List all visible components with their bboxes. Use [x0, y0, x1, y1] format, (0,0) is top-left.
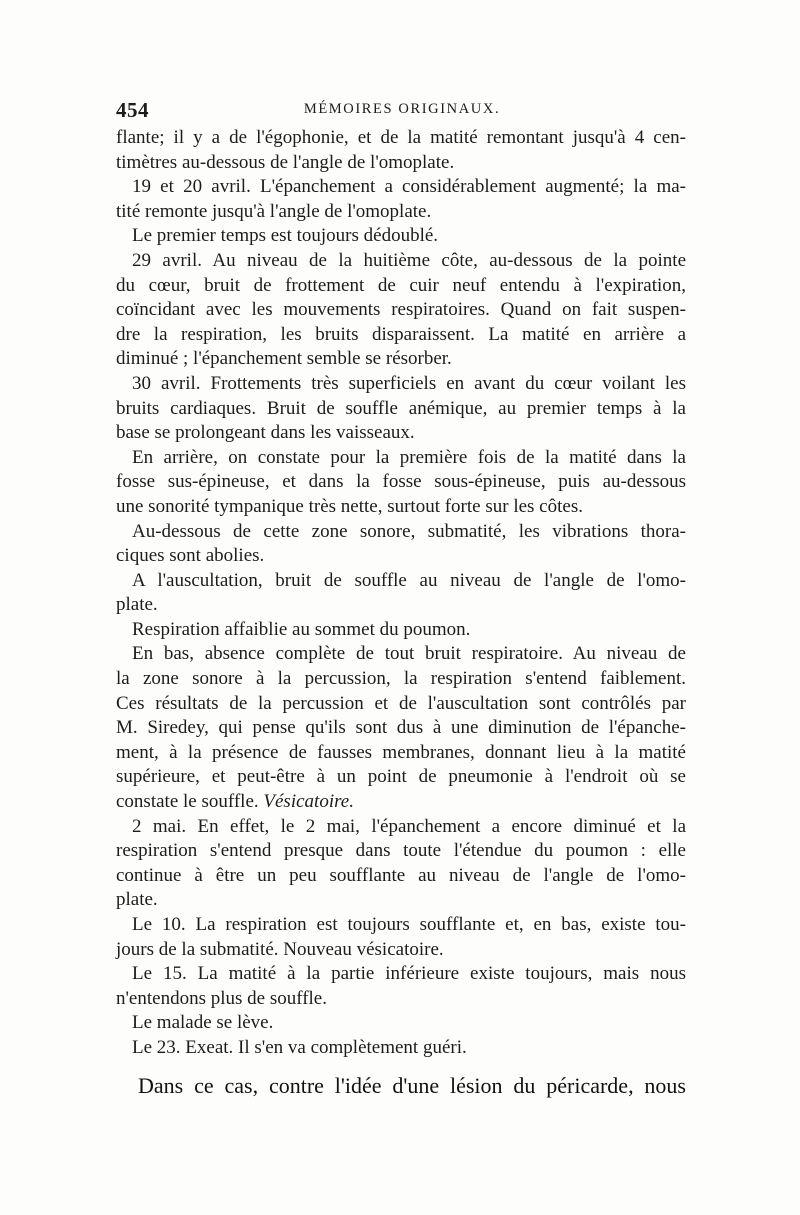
text-line	[116, 790, 686, 815]
text-line: 30 avril. Frottements très superficiels en avant du cœur voilant les	[132, 372, 686, 394]
text-line: une sonorité tympanique très nette, surtout forte sur les côtes.	[116, 495, 583, 517]
text-line: Ces résultats de la percussion et de l'auscultation sont contrôlés par	[116, 692, 686, 714]
text-line: 19 et 20 avril. L'épanchement a considérablement augmenté; la ma-	[132, 176, 686, 198]
text-line: continue à être un peu soufflante au niveau de l'angle de l'omo-	[116, 864, 686, 886]
page-header	[116, 98, 688, 126]
text-line: Respiration affaiblie au sommet du poumon.	[132, 618, 471, 640]
text-line: coïncidant avec les mouvements respiratoires. Quand on fait suspen-	[116, 299, 686, 321]
text-line: n'entendons plus de souffle.	[116, 987, 327, 1009]
text-line: En arrière, on constate pour la première fois de la matité dans la	[132, 446, 686, 468]
text-line: 29 avril. Au niveau de la huitième côte, au-dessous de la pointe	[132, 249, 686, 271]
text-line: Le malade se lève.	[132, 1012, 274, 1034]
text-line: Le premier temps est toujours dédoublé.	[132, 225, 439, 247]
text-line: du cœur, bruit de frottement de cuir neuf entendu à l'expiration,	[116, 274, 686, 296]
text-line: plate.	[116, 889, 158, 911]
running-title: MÉMOIRES ORIGINAUX.	[303, 101, 501, 117]
italic-term: Vésicatoire.	[263, 791, 354, 813]
text-line: diminué ; l'épanchement semble se résorber.	[116, 348, 452, 370]
page-number: 454	[116, 98, 149, 122]
text-line: fosse sus-épineuse, et dans la fosse sous-épineuse, puis au-dessous	[116, 471, 686, 493]
text-line: M. Siredey, qui pense qu'ils sont dus à une diminution de l'épanche-	[116, 717, 686, 739]
text-line: ment, à la présence de fausses membranes, donnant lieu à la matité	[116, 741, 686, 763]
text-line: Le 15. La matité à la partie inférieure existe toujours, mais nous	[132, 963, 686, 985]
text-line: Le 10. La respiration est toujours soufflante et, en bas, existe tou-	[132, 914, 686, 935]
text-line: Dans ce cas, contre l'idée d'une lésion du péricarde, nous	[138, 1072, 686, 1098]
text-line: plate.	[116, 594, 158, 616]
text-line: base se prolongeant dans les vaisseaux.	[116, 422, 415, 444]
text-line: supérieure, et peut-être à un point de pneumonie à l'endroit où se	[116, 766, 686, 788]
text-line: flante; il y a de l'égophonie, et de la matité remontant jusqu'à 4 cen-	[116, 127, 686, 148]
text-line: En bas, absence complète de tout bruit respiratoire. Au niveau de	[132, 643, 686, 665]
text-line: la zone sonore à la percussion, la respiration s'entend faiblement.	[116, 668, 686, 690]
text-line: jours de la submatité. Nouveau vésicatoire.	[116, 938, 444, 960]
text-line: Au-dessous de cette zone sonore, submatité, les vibrations thora-	[132, 520, 686, 542]
body-text	[116, 126, 686, 1101]
text-line: tité remonte jusqu'à l'angle de l'omoplate.	[116, 200, 432, 222]
paragraph-gap	[116, 1061, 686, 1071]
text-line: Le 23. Exeat. Il s'en va complètement guéri.	[132, 1036, 467, 1058]
text-line: ciques sont abolies.	[116, 545, 265, 567]
text-fragment: constate le souffle.	[116, 791, 259, 813]
text-line: 2 mai. En effet, le 2 mai, l'épanchement a encore diminué et la	[132, 815, 686, 837]
text-line: dre la respiration, les bruits disparaissent. La matité en arrière a	[116, 323, 686, 345]
text-line: respiration s'entend presque dans toute l'étendue du poumon : elle	[116, 840, 686, 862]
text-line: A l'auscultation, bruit de souffle au niveau de l'angle de l'omo-	[132, 569, 686, 591]
text-line: timètres au-dessous de l'angle de l'omoplate.	[116, 151, 455, 173]
text-line: bruits cardiaques. Bruit de souffle anémique, au premier temps à la	[116, 397, 686, 419]
